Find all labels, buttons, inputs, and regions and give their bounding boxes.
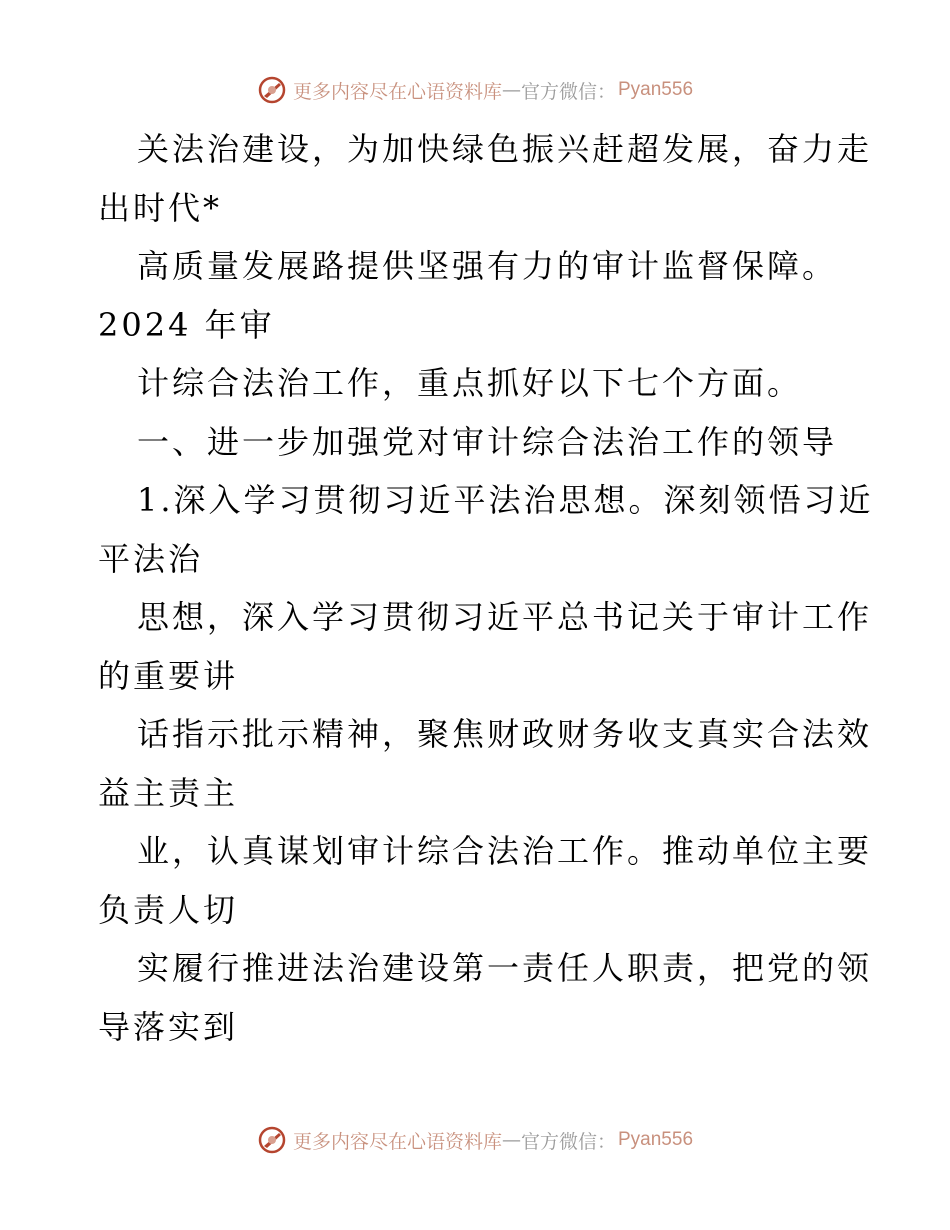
body-line: 实履行推进法治建设第一责任人职责，把党的领 bbox=[137, 949, 873, 987]
watermark-id: Pyan556 bbox=[618, 1129, 694, 1150]
body-line: 出时代* bbox=[98, 188, 223, 227]
watermark-text: 更多内容尽在心语资料库 bbox=[292, 80, 502, 103]
body-line: 业，认真谋划审计综合法治工作。推动单位主要 bbox=[137, 832, 873, 870]
section-heading: 一、进一步加强党对审计综合法治工作的领导 bbox=[137, 422, 838, 461]
watermark-dash: — bbox=[501, 79, 521, 101]
watermark-id: Pyan556 bbox=[618, 79, 694, 100]
body-line: 1.深入学习贯彻习近平法治思想。深刻领悟习近 bbox=[137, 481, 874, 519]
body-line: 负责人切 bbox=[98, 890, 239, 929]
body-line: 关法治建设，为加快绿色振兴赶超发展，奋力走 bbox=[137, 130, 873, 168]
logo-icon bbox=[257, 75, 287, 105]
document-body bbox=[98, 120, 874, 1056]
body-line: 高质量发展路提供坚强有力的审计监督保障。 bbox=[137, 247, 838, 285]
body-line: 导落实到 bbox=[98, 1007, 239, 1046]
watermark-text: 更多内容尽在心语资料库 bbox=[292, 1130, 502, 1153]
footer-watermark bbox=[0, 1120, 950, 1160]
body-line: 话指示批示精神，聚焦财政财务收支真实合法效 bbox=[137, 715, 873, 753]
watermark-subtext: 官方微信： bbox=[520, 80, 616, 103]
watermark-subtext: 官方微信： bbox=[520, 1130, 616, 1153]
body-line: 平法治 bbox=[98, 539, 204, 578]
header-watermark bbox=[0, 70, 950, 110]
body-line: 思想，深入学习贯彻习近平总书记关于审计工作 bbox=[137, 598, 873, 636]
body-line: 益主责主 bbox=[98, 773, 239, 812]
body-line: 的重要讲 bbox=[98, 656, 239, 695]
body-line: 计综合法治工作，重点抓好以下七个方面。 bbox=[137, 364, 803, 402]
logo-icon bbox=[257, 1125, 287, 1155]
watermark-dash: — bbox=[501, 1129, 521, 1151]
body-line: 2024 年审 bbox=[98, 305, 275, 344]
